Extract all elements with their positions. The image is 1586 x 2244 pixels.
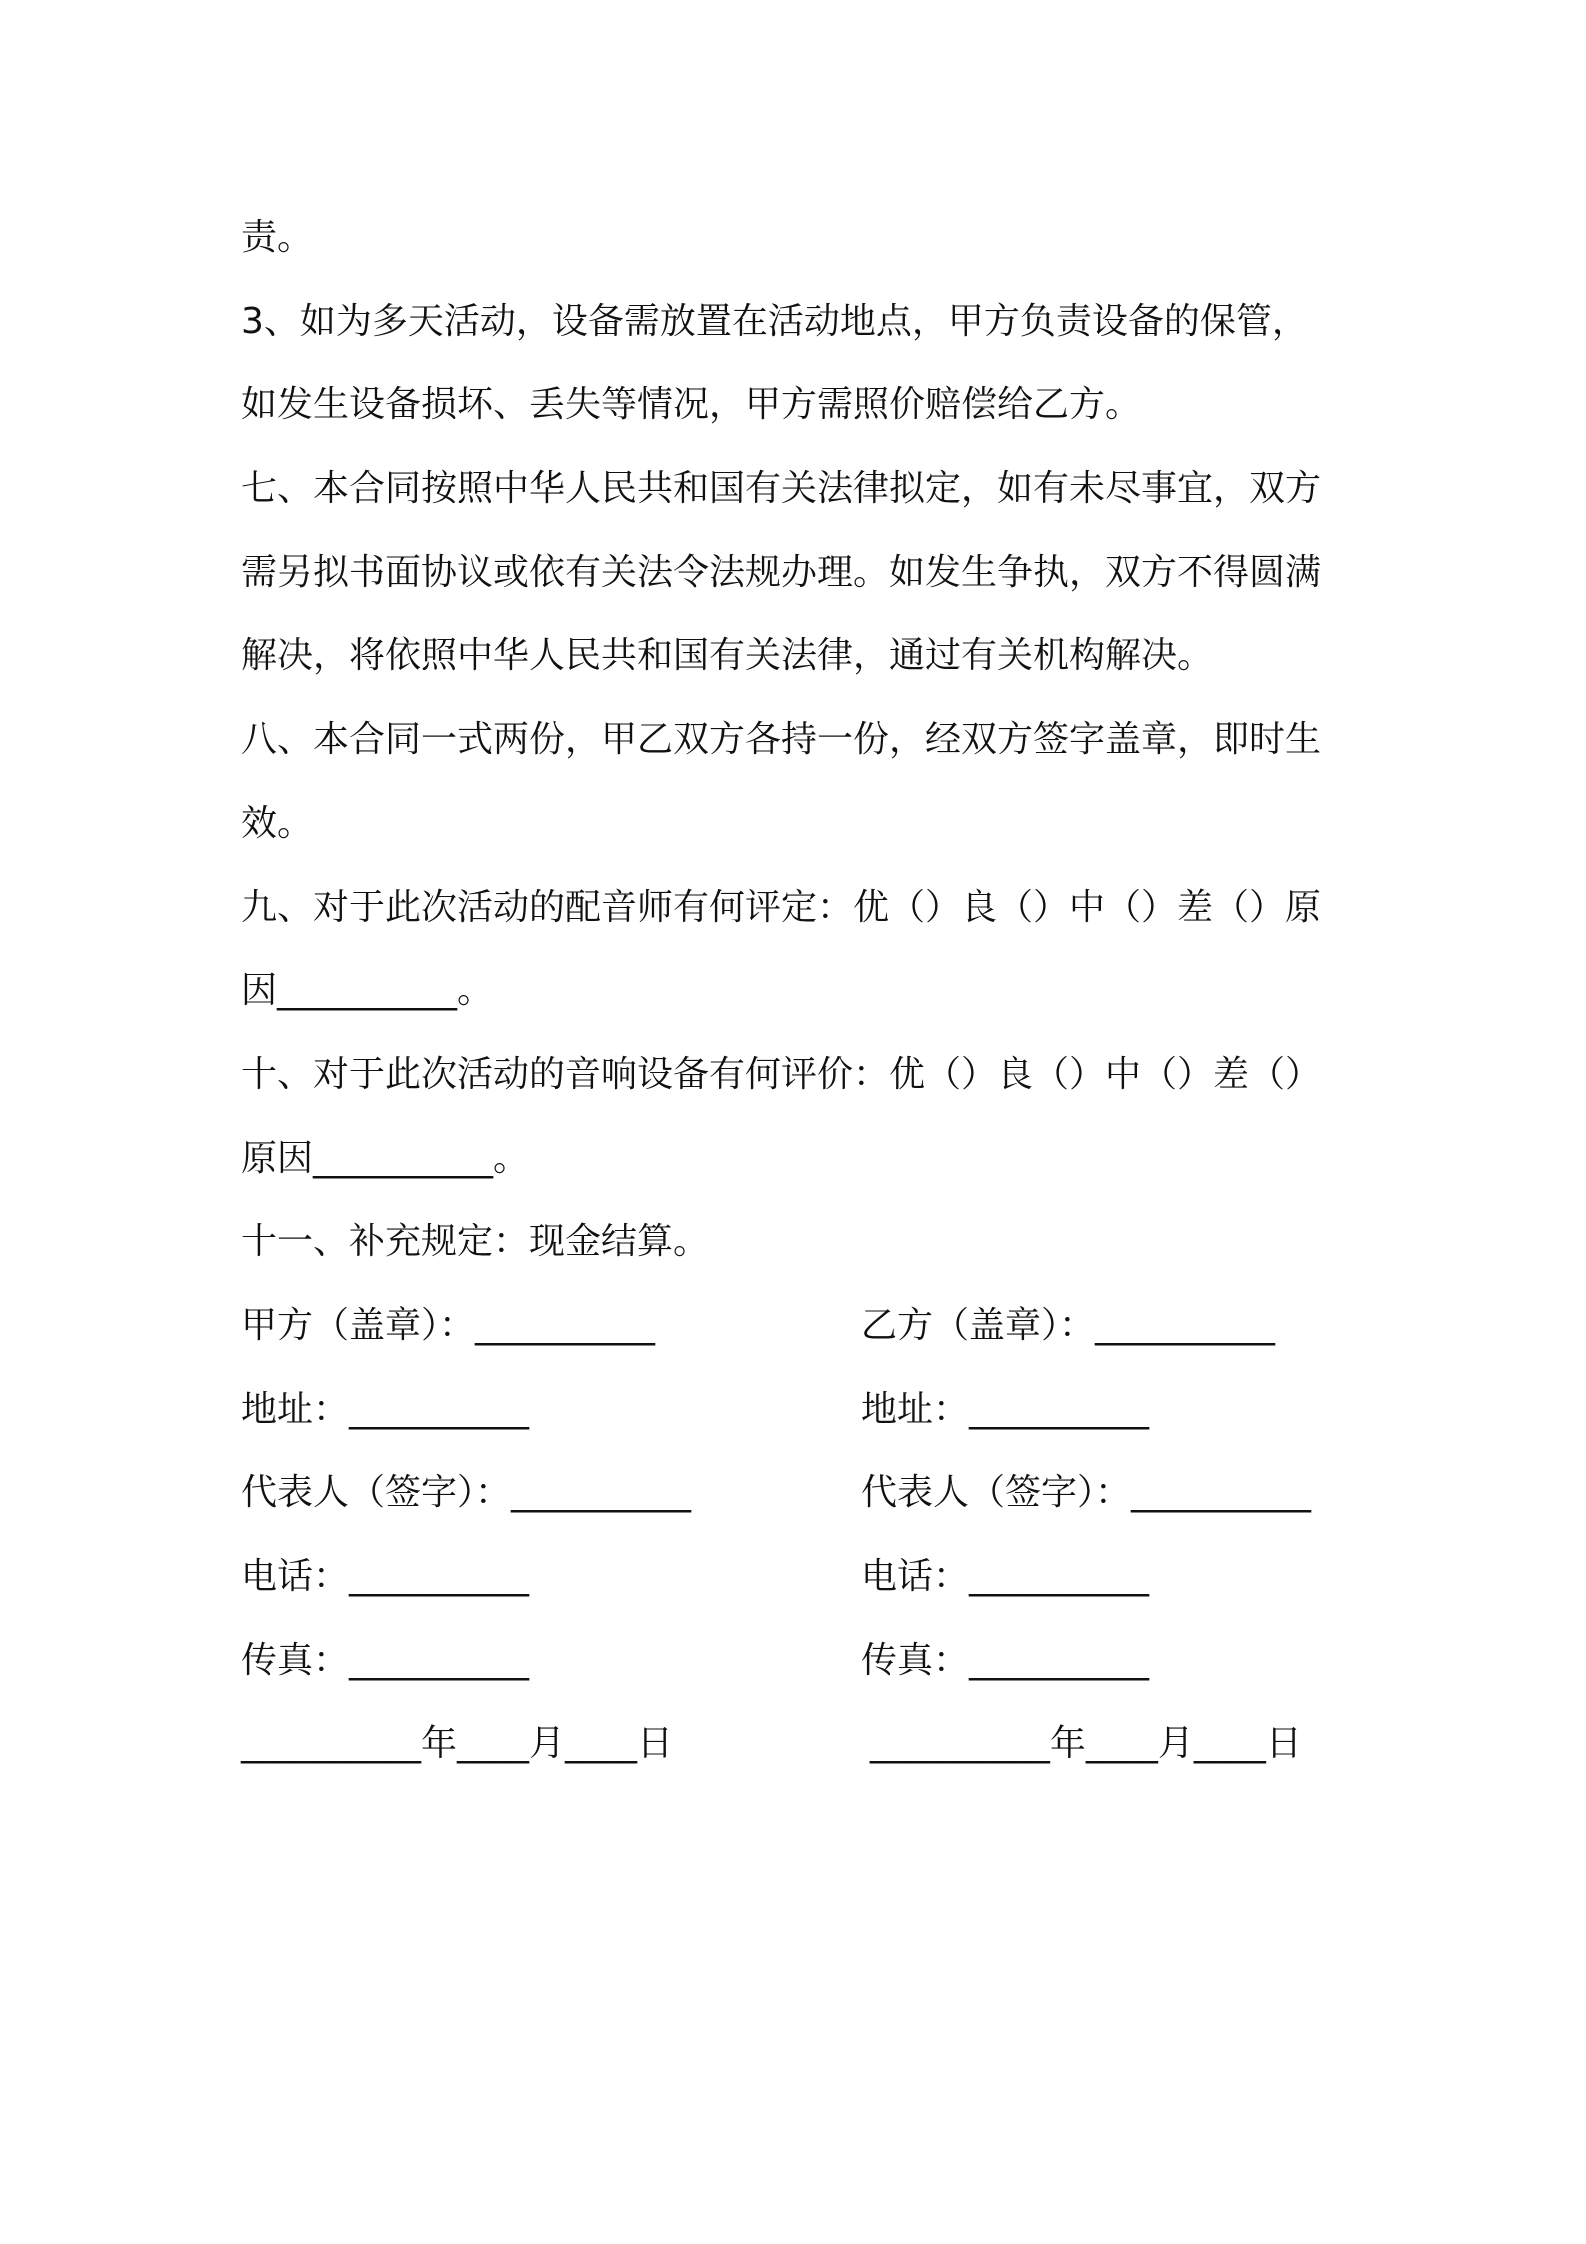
party-b-seal: 乙方（盖章）：__________ xyxy=(861,1304,1276,1346)
signature-row-date xyxy=(241,1702,1351,1786)
paragraph-line: 原因__________。 xyxy=(241,1137,530,1179)
paragraph-line: 如发生设备损坏、丢失等情况，甲方需照价赔偿给乙方。 xyxy=(241,384,1142,426)
signature-row-representative xyxy=(241,1451,1351,1535)
party-a-representative: 代表人（签字）：__________ xyxy=(241,1472,692,1514)
party-b-address: 地址：__________ xyxy=(861,1388,1150,1430)
party-a-phone: 电话：__________ xyxy=(241,1556,530,1597)
paragraph-line: 八、本合同一式两份，甲乙双方各持一份，经双方签字盖章，即时生 xyxy=(241,719,1322,761)
party-b-fax: 传真：__________ xyxy=(861,1639,1150,1681)
paragraph-line: 责。 xyxy=(241,217,314,258)
signature-row-fax xyxy=(241,1619,1351,1703)
paragraph-line: 因__________。 xyxy=(241,970,494,1012)
party-b-phone: 电话：__________ xyxy=(861,1556,1150,1597)
paragraph-line: 需另拟书面协议或依有关法令法规办理。如发生争执，双方不得圆满 xyxy=(241,551,1322,593)
paragraph-line: 3、如为多天活动，设备需放置在活动地点，甲方负责设备的保管， xyxy=(241,300,1308,342)
party-b-date: __________年____月____日 xyxy=(869,1723,1302,1765)
party-a-seal: 甲方（盖章）：__________ xyxy=(241,1304,656,1346)
paragraph-line: 效。 xyxy=(241,802,314,844)
signature-row-address xyxy=(241,1368,1351,1452)
party-b-representative: 代表人（签字）：__________ xyxy=(861,1472,1312,1514)
party-a-fax: 传真：__________ xyxy=(241,1639,530,1681)
paragraph-line: 九、对于此次活动的配音师有何评定：优（）良（）中（）差（）原 xyxy=(241,886,1322,928)
paragraph-line: 解决，将依照中华人民共和国有关法律，通过有关机构解决。 xyxy=(241,635,1214,677)
paragraph-line: 十一、补充规定：现金结算。 xyxy=(241,1221,710,1263)
signature-row-party xyxy=(241,1284,1351,1368)
paragraph-line: 七、本合同按照中华人民共和国有关法律拟定，如有未尽事宜，双方 xyxy=(241,468,1322,510)
signature-row-phone xyxy=(241,1535,1351,1619)
party-a-date: __________年____月____日 xyxy=(241,1723,673,1765)
document-body xyxy=(241,196,1351,1786)
paragraph-line: 十、对于此次活动的音响设备有何评价：优（）良（）中（）差（） xyxy=(241,1053,1322,1095)
party-a-address: 地址：__________ xyxy=(241,1388,530,1430)
